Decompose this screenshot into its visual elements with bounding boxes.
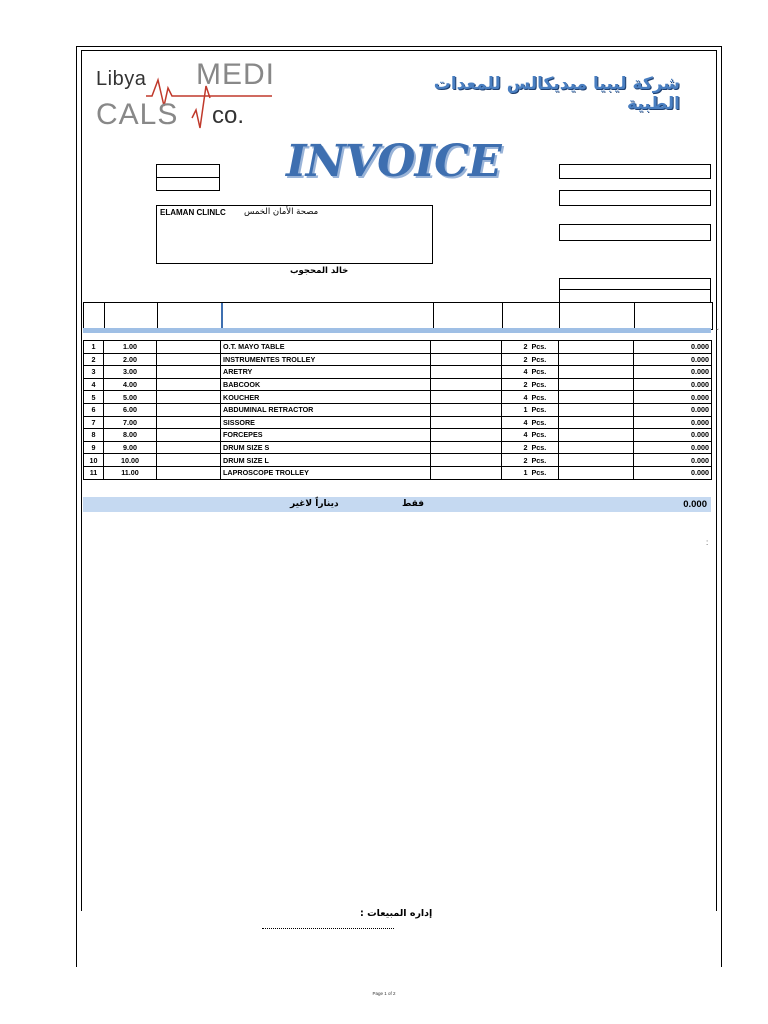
invoice-date-box — [156, 177, 220, 191]
company-name-arabic: شركة ليبيا ميديكالس للمعدات الطبية — [433, 74, 680, 114]
item-unit: Pcs. — [530, 441, 559, 454]
item-ref — [157, 416, 221, 429]
total-words-only: فقط — [402, 499, 425, 509]
item-total: 0.000 — [634, 366, 712, 379]
header-cell-code — [104, 303, 158, 329]
item-number: 4 — [84, 378, 104, 391]
item-price — [559, 391, 634, 404]
item-ref — [157, 429, 221, 442]
header-cell-no — [84, 303, 105, 329]
item-price — [559, 429, 634, 442]
table-row — [84, 353, 712, 366]
logo-word-medi: MEDI — [196, 58, 275, 91]
item-qty: 1 — [502, 403, 530, 416]
item-qty: 4 — [502, 429, 530, 442]
item-total: 0.000 — [634, 403, 712, 416]
item-blank — [431, 378, 502, 391]
item-qty: 4 — [502, 366, 530, 379]
item-description: BABCOOK — [221, 378, 431, 391]
item-description: DRUM SIZE L — [221, 454, 431, 467]
item-description: SISSORE — [221, 416, 431, 429]
header-accent-bar — [83, 328, 711, 333]
item-description: INSTRUMENTES TROLLEY — [221, 353, 431, 366]
item-number: 1 — [84, 341, 104, 354]
item-ref — [157, 353, 221, 366]
item-unit: Pcs. — [530, 366, 559, 379]
total-words-amount: ديناراً لاغير — [290, 499, 339, 509]
item-code: 11.00 — [104, 466, 157, 479]
item-qty: 2 — [502, 341, 530, 354]
item-ref — [157, 391, 221, 404]
item-unit: Pcs. — [530, 454, 559, 467]
page-number: Page 1 of 2 — [372, 991, 396, 996]
invoice-title: INVOICE — [286, 136, 501, 187]
item-qty: 2 — [502, 378, 530, 391]
item-price — [559, 403, 634, 416]
item-total: 0.000 — [634, 441, 712, 454]
item-ref — [157, 441, 221, 454]
item-number: 3 — [84, 366, 104, 379]
item-unit: Pcs. — [530, 391, 559, 404]
logo-word-co: co. — [212, 102, 245, 129]
client-contact-arabic: خالد المحجوب — [290, 266, 349, 276]
table-row — [84, 429, 712, 442]
table-row — [84, 416, 712, 429]
invoice-number-box — [156, 164, 220, 178]
item-code: 6.00 — [104, 403, 157, 416]
item-code: 5.00 — [104, 391, 157, 404]
item-code: 7.00 — [104, 416, 157, 429]
item-ref — [157, 366, 221, 379]
table-row — [84, 441, 712, 454]
item-number: 7 — [84, 416, 104, 429]
logo-word-cals: CALS — [96, 98, 179, 131]
table-row — [84, 454, 712, 467]
item-ref — [157, 466, 221, 479]
right-info-box-5 — [559, 289, 711, 303]
item-blank — [431, 441, 502, 454]
item-blank — [431, 341, 502, 354]
item-price — [559, 341, 634, 354]
table-edge-mark: ˇ — [716, 328, 719, 337]
item-price — [559, 366, 634, 379]
item-qty: 4 — [502, 416, 530, 429]
item-description: ARETRY — [221, 366, 431, 379]
item-total: 0.000 — [634, 416, 712, 429]
item-description: KOUCHER — [221, 391, 431, 404]
item-blank — [431, 366, 502, 379]
header-cell-blank — [431, 303, 503, 329]
item-number: 2 — [84, 353, 104, 366]
item-number: 9 — [84, 441, 104, 454]
item-number: 10 — [84, 454, 104, 467]
item-code: 1.00 — [104, 341, 157, 354]
item-description: DRUM SIZE S — [221, 441, 431, 454]
item-blank — [431, 391, 502, 404]
header-cell-description — [221, 303, 434, 329]
item-code: 4.00 — [104, 378, 157, 391]
item-blank — [431, 353, 502, 366]
item-qty: 2 — [502, 454, 530, 467]
item-blank — [431, 466, 502, 479]
item-price — [559, 353, 634, 366]
sales-management-label: إداره المبيعات : — [360, 908, 433, 919]
item-description: FORCEPES — [221, 429, 431, 442]
item-total: 0.000 — [634, 391, 712, 404]
item-ref — [157, 341, 221, 354]
item-unit: Pcs. — [530, 353, 559, 366]
item-total: 0.000 — [634, 454, 712, 467]
items-table-body — [84, 341, 712, 480]
item-blank — [431, 403, 502, 416]
item-unit: Pcs. — [530, 466, 559, 479]
item-price — [559, 454, 634, 467]
client-name-arabic: مصحة الأمان الخمس — [244, 207, 319, 217]
item-qty: 4 — [502, 391, 530, 404]
item-price — [559, 416, 634, 429]
item-ref — [157, 454, 221, 467]
item-code: 10.00 — [104, 454, 157, 467]
table-row — [84, 466, 712, 479]
item-blank — [431, 429, 502, 442]
item-price — [559, 378, 634, 391]
item-code: 9.00 — [104, 441, 157, 454]
logo-word-libya: Libya — [96, 68, 147, 90]
item-qty: 1 — [502, 466, 530, 479]
item-unit: Pcs. — [530, 429, 559, 442]
signature-line — [262, 928, 394, 929]
item-description: ABDUMINAL RETRACTOR — [221, 403, 431, 416]
table-row — [84, 341, 712, 354]
client-name: ELAMAN CLINLC — [160, 208, 226, 217]
item-total: 0.000 — [634, 378, 712, 391]
item-number: 8 — [84, 429, 104, 442]
item-unit: Pcs. — [530, 416, 559, 429]
item-price — [559, 466, 634, 479]
table-row — [84, 378, 712, 391]
table-header-row — [83, 302, 713, 330]
item-number: 5 — [84, 391, 104, 404]
header-cell-qty — [502, 303, 560, 329]
item-code: 3.00 — [104, 366, 157, 379]
item-unit: Pcs. — [530, 378, 559, 391]
item-description: O.T. MAYO TABLE — [221, 341, 431, 354]
header-cell-ref — [157, 303, 222, 329]
item-qty: 2 — [502, 353, 530, 366]
right-info-box-3 — [559, 224, 711, 241]
item-qty: 2 — [502, 441, 530, 454]
company-logo — [92, 58, 276, 130]
item-total: 0.000 — [634, 353, 712, 366]
item-description: LAPROSCOPE TROLLEY — [221, 466, 431, 479]
items-table — [83, 340, 712, 480]
table-row — [84, 403, 712, 416]
item-price — [559, 441, 634, 454]
total-bar — [83, 497, 711, 512]
item-ref — [157, 403, 221, 416]
right-info-box-1 — [559, 164, 711, 179]
item-number: 6 — [84, 403, 104, 416]
item-number: 11 — [84, 466, 104, 479]
item-code: 2.00 — [104, 353, 157, 366]
item-unit: Pcs. — [530, 403, 559, 416]
item-unit: Pcs. — [530, 341, 559, 354]
item-blank — [431, 416, 502, 429]
item-total: 0.000 — [634, 466, 712, 479]
item-ref — [157, 378, 221, 391]
table-row — [84, 366, 712, 379]
header-cell-price — [559, 303, 635, 329]
item-total: 0.000 — [634, 341, 712, 354]
item-blank — [431, 454, 502, 467]
grand-total-value: 0.000 — [683, 499, 707, 510]
side-mark: : — [706, 538, 709, 547]
table-row — [84, 391, 712, 404]
item-total: 0.000 — [634, 429, 712, 442]
right-info-box-2 — [559, 190, 711, 206]
item-code: 8.00 — [104, 429, 157, 442]
